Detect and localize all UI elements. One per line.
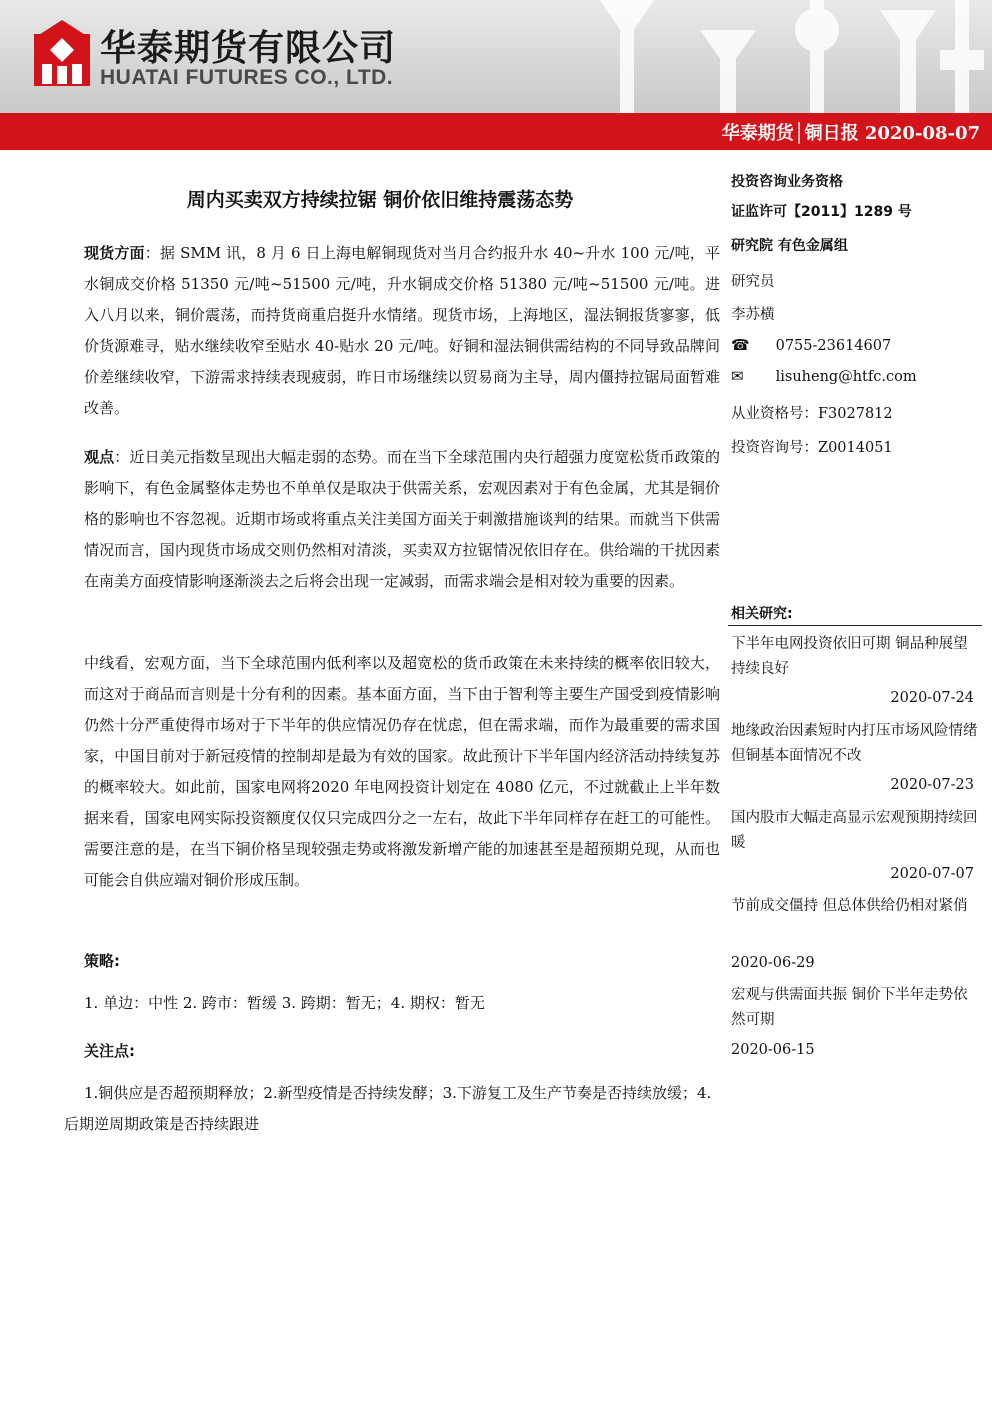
phone-icon: ☎ (731, 336, 750, 354)
envelope-icon: ✉ (731, 367, 744, 385)
view-text: ：近日美元指数呈现出大幅走弱的态势。而在当下全球范围内央行超强力度宽松货币政策的影响下，有色金属整体走势也不单单仅是取决于供需关系，宏观因素对于有色金属，尤其是铜价格的影响也不容忽视。近期市场或将重点关注美国方面关于刺激措施谈判的结果。而就当下供需情况而言，国内现货市场成交则仍然相对清淡，买卖双方拉锯情况依旧存在。供给端的干扰因素在南美方面疫情影响逐渐淡去之后将会出现一定减弱，而需求端会是相对较为重要的因素。 (84, 448, 720, 590)
related-divider (728, 625, 982, 626)
strategy-text: 1. 单边：中性 2. 跨市：暂缓 3. 跨期：暂无；4. 期权：暂无 (84, 994, 485, 1012)
header-decoration (560, 0, 992, 113)
related-item-title[interactable]: 国内股市大幅走高显示宏观预期持续回暖 (731, 810, 978, 851)
spot-text: ：据 SMM 讯，8 月 6 日上海电解铜现货对当月合约报升水 40~升水 100 元/吨，平水铜成交价格 51350 元/吨~51500 元/吨，升水铜成交价格 51380 元/吨~51500 元/吨。进入八月以来，铜价震荡，而持货商重启挺升水情绪。现货市场，上海地区，湿法铜报货寥寥，低价货源难寻，贴水继续收窄至贴水 40-贴水 20 元/吨。好铜和湿法铜供需结构的不同导致品牌间价差继续收窄，下游需求持续表现疲弱，昨日市场继续以贸易商为主导，周内僵持拉锯局面暂难改善。 (84, 244, 720, 417)
analyst-role: 研究员 (731, 274, 775, 290)
strategy-label: 策略: (84, 952, 120, 970)
focus-label: 关注点: (84, 1042, 135, 1060)
related-item-date: 2020-07-07 (890, 866, 974, 882)
report-tag: 华泰期货│铜日报 2020-08-07 (721, 123, 980, 144)
report-title: 周内买卖双方持续拉锯 铜价依旧维持震荡态势 (186, 189, 574, 211)
qualification: 投资咨询业务资格 (731, 174, 843, 190)
phone-number: 0755-23614607 (775, 338, 892, 354)
related-item-title[interactable]: 地缘政治因素短时内打压市场风险情绪 但铜基本面情况不改 (731, 723, 978, 764)
midterm-text: 中线看，宏观方面，当下全球范围内低利率以及超宽松的货币政策在未来持续的概率依旧较大，而这对于商品而言则是十分有利的因素。基本面方面，当下由于智利等主要生产国受到疫情影响仍然十分严重使得市场对于下半年的供应情况仍存在忧虑，但在需求端，而作为最重要的需求国家，中国目前对于新冠疫情的控制却是最为有效的国家。故此预计下半年国内经济活动持续复苏的概率较大。如此前，国家电网将2020 年电网投资计划定在 4080 亿元，不过就截止上半年数据来看，国家电网实际投资额度仅仅只完成四分之一左右，故此下半年同样存在赶工的可能性。需要注意的是，在当下铜价格呈现较强走势或将激发新增产能的加速甚至是超预期兑现，从而也可能会自供应端对铜价形成压制。 (84, 654, 720, 889)
phone-row (731, 336, 981, 354)
focus-text: 1.铜供应是否超预期释放；2.新型疫情是否持续发酵；3.下游复工及生产节奏是否持续放缓；4. 后期逆周期政策是否持续跟进 (64, 1084, 712, 1133)
related-item-title[interactable]: 下半年电网投资依旧可期 铜品种展望持续良好 (731, 636, 968, 677)
related-item-date: 2020-06-15 (731, 1042, 815, 1058)
institute: 研究院 有色金属组 (731, 238, 848, 254)
email-address[interactable]: lisuheng@htfc.com (775, 369, 917, 385)
license: 证监许可【2011】1289 号 (731, 204, 912, 220)
report-tag-bar (0, 113, 992, 150)
midterm-section (84, 648, 720, 896)
spot-section (84, 238, 720, 424)
page-header (0, 0, 992, 113)
cert-number: 从业资格号：F3027812 (731, 406, 893, 422)
related-item-date: 2020-07-24 (890, 690, 974, 706)
analyst-name: 李苏横 (731, 307, 775, 323)
company-name-cn: 华泰期货有限公司 (100, 28, 397, 69)
related-research-title: 相关研究: (731, 606, 793, 622)
consult-number: 投资咨询号：Z0014051 (731, 440, 893, 456)
spot-label: 现货方面 (84, 244, 145, 262)
view-label: 观点 (84, 448, 115, 466)
view-section (84, 442, 720, 597)
related-item-title[interactable]: 节前成交僵持 但总体供给仍相对紧俏 (731, 898, 968, 914)
related-item-date: 2020-07-23 (890, 777, 974, 793)
email-row (731, 367, 981, 385)
company-name-en: HUATAI FUTURES CO., LTD. (100, 66, 394, 89)
related-item-title[interactable]: 宏观与供需面共振 铜价下半年走势依然可期 (731, 987, 968, 1028)
company-logo-icon (34, 20, 90, 86)
related-item-date: 2020-06-29 (731, 955, 815, 971)
